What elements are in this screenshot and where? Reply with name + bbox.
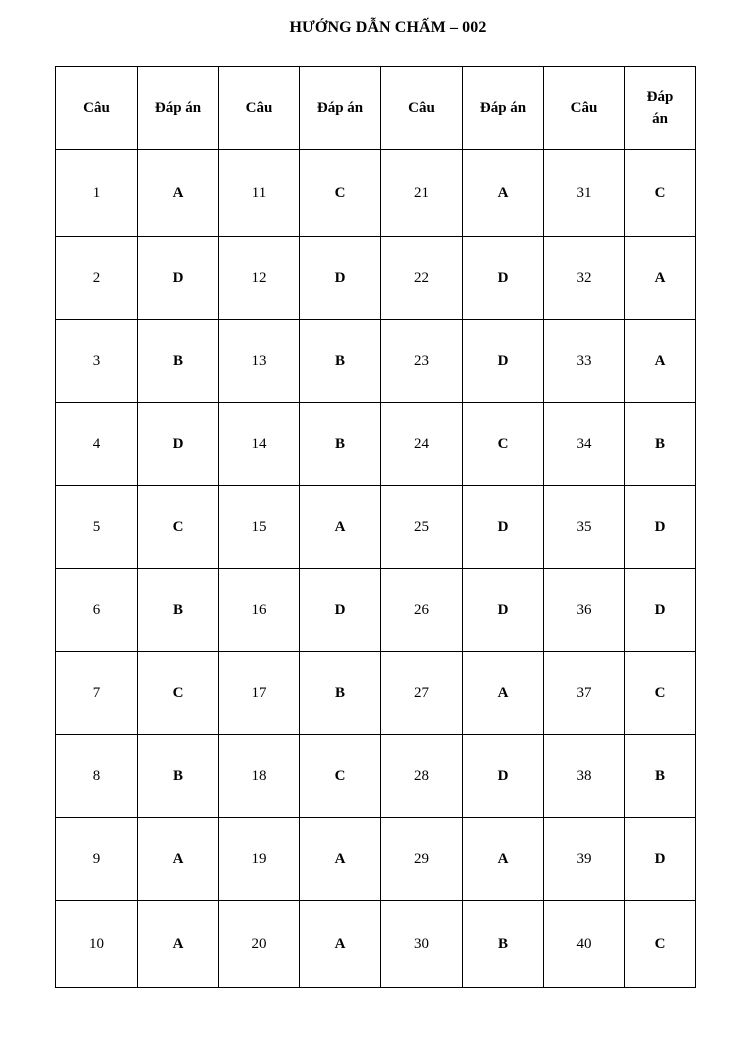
- answer-cell: D: [300, 569, 381, 652]
- answer-cell: B: [138, 320, 219, 403]
- answer-cell: C: [300, 735, 381, 818]
- table-header-row: [56, 67, 696, 150]
- question-number: 6: [56, 569, 138, 652]
- question-number: 25: [381, 486, 463, 569]
- header-question: Câu: [219, 67, 300, 150]
- question-number: 5: [56, 486, 138, 569]
- answer-cell: C: [463, 403, 544, 486]
- table-row: [56, 237, 696, 320]
- question-number: 9: [56, 818, 138, 901]
- question-number: 12: [219, 237, 300, 320]
- answer-cell: A: [300, 818, 381, 901]
- question-number: 14: [219, 403, 300, 486]
- answer-cell: D: [138, 237, 219, 320]
- question-number: 16: [219, 569, 300, 652]
- question-number: 3: [56, 320, 138, 403]
- question-number: 8: [56, 735, 138, 818]
- question-number: 1: [56, 150, 138, 237]
- answer-cell: A: [300, 901, 381, 988]
- question-number: 21: [381, 150, 463, 237]
- answer-cell: C: [138, 486, 219, 569]
- question-number: 40: [544, 901, 625, 988]
- answer-cell: A: [300, 486, 381, 569]
- answer-cell: A: [138, 901, 219, 988]
- answer-cell: D: [625, 486, 696, 569]
- header-answer-label: Đáp án: [646, 89, 674, 127]
- question-number: 33: [544, 320, 625, 403]
- answer-key-table: [55, 66, 696, 988]
- question-number: 19: [219, 818, 300, 901]
- header-question: Câu: [56, 67, 138, 150]
- question-number: 7: [56, 652, 138, 735]
- answer-cell: A: [463, 150, 544, 237]
- question-number: 22: [381, 237, 463, 320]
- answer-cell: A: [625, 320, 696, 403]
- question-number: 36: [544, 569, 625, 652]
- answer-cell: C: [300, 150, 381, 237]
- table-row: [56, 150, 696, 237]
- question-number: 26: [381, 569, 463, 652]
- question-number: 24: [381, 403, 463, 486]
- answer-cell: D: [463, 486, 544, 569]
- table-row: [56, 320, 696, 403]
- question-number: 31: [544, 150, 625, 237]
- answer-cell: B: [300, 320, 381, 403]
- question-number: 15: [219, 486, 300, 569]
- header-answer: Đáp án: [138, 67, 219, 150]
- table-row: [56, 901, 696, 988]
- page-title: HƯỚNG DẪN CHẤM – 002: [289, 19, 487, 36]
- answer-cell: A: [138, 150, 219, 237]
- answer-cell: A: [463, 652, 544, 735]
- question-number: 35: [544, 486, 625, 569]
- header-answer: [625, 67, 696, 150]
- question-number: 4: [56, 403, 138, 486]
- answer-cell: D: [625, 818, 696, 901]
- question-number: 29: [381, 818, 463, 901]
- question-number: 28: [381, 735, 463, 818]
- answer-cell: D: [463, 569, 544, 652]
- answer-cell: D: [463, 735, 544, 818]
- answer-cell: B: [625, 735, 696, 818]
- answer-cell: A: [463, 818, 544, 901]
- header-question: Câu: [381, 67, 463, 150]
- answer-cell: B: [300, 403, 381, 486]
- header-question: Câu: [544, 67, 625, 150]
- header-answer: Đáp án: [463, 67, 544, 150]
- header-answer: Đáp án: [300, 67, 381, 150]
- question-number: 34: [544, 403, 625, 486]
- table-row: [56, 403, 696, 486]
- question-number: 37: [544, 652, 625, 735]
- table-row: [56, 652, 696, 735]
- table-row: [56, 818, 696, 901]
- question-number: 10: [56, 901, 138, 988]
- answer-cell: D: [463, 320, 544, 403]
- answer-cell: D: [138, 403, 219, 486]
- answer-cell: B: [625, 403, 696, 486]
- table-row: [56, 735, 696, 818]
- question-number: 13: [219, 320, 300, 403]
- answer-cell: C: [138, 652, 219, 735]
- answer-cell: C: [625, 901, 696, 988]
- answer-cell: A: [625, 237, 696, 320]
- question-number: 38: [544, 735, 625, 818]
- answer-cell: C: [625, 150, 696, 237]
- question-number: 39: [544, 818, 625, 901]
- answer-cell: B: [138, 569, 219, 652]
- answer-cell: B: [300, 652, 381, 735]
- question-number: 20: [219, 901, 300, 988]
- question-number: 30: [381, 901, 463, 988]
- answer-cell: D: [625, 569, 696, 652]
- answer-cell: D: [300, 237, 381, 320]
- question-number: 11: [219, 150, 300, 237]
- table-row: [56, 569, 696, 652]
- question-number: 18: [219, 735, 300, 818]
- question-number: 2: [56, 237, 138, 320]
- answer-cell: B: [138, 735, 219, 818]
- question-number: 27: [381, 652, 463, 735]
- question-number: 32: [544, 237, 625, 320]
- question-number: 17: [219, 652, 300, 735]
- answer-cell: B: [463, 901, 544, 988]
- answer-cell: A: [138, 818, 219, 901]
- answer-cell: D: [463, 237, 544, 320]
- table-row: [56, 486, 696, 569]
- question-number: 23: [381, 320, 463, 403]
- answer-cell: C: [625, 652, 696, 735]
